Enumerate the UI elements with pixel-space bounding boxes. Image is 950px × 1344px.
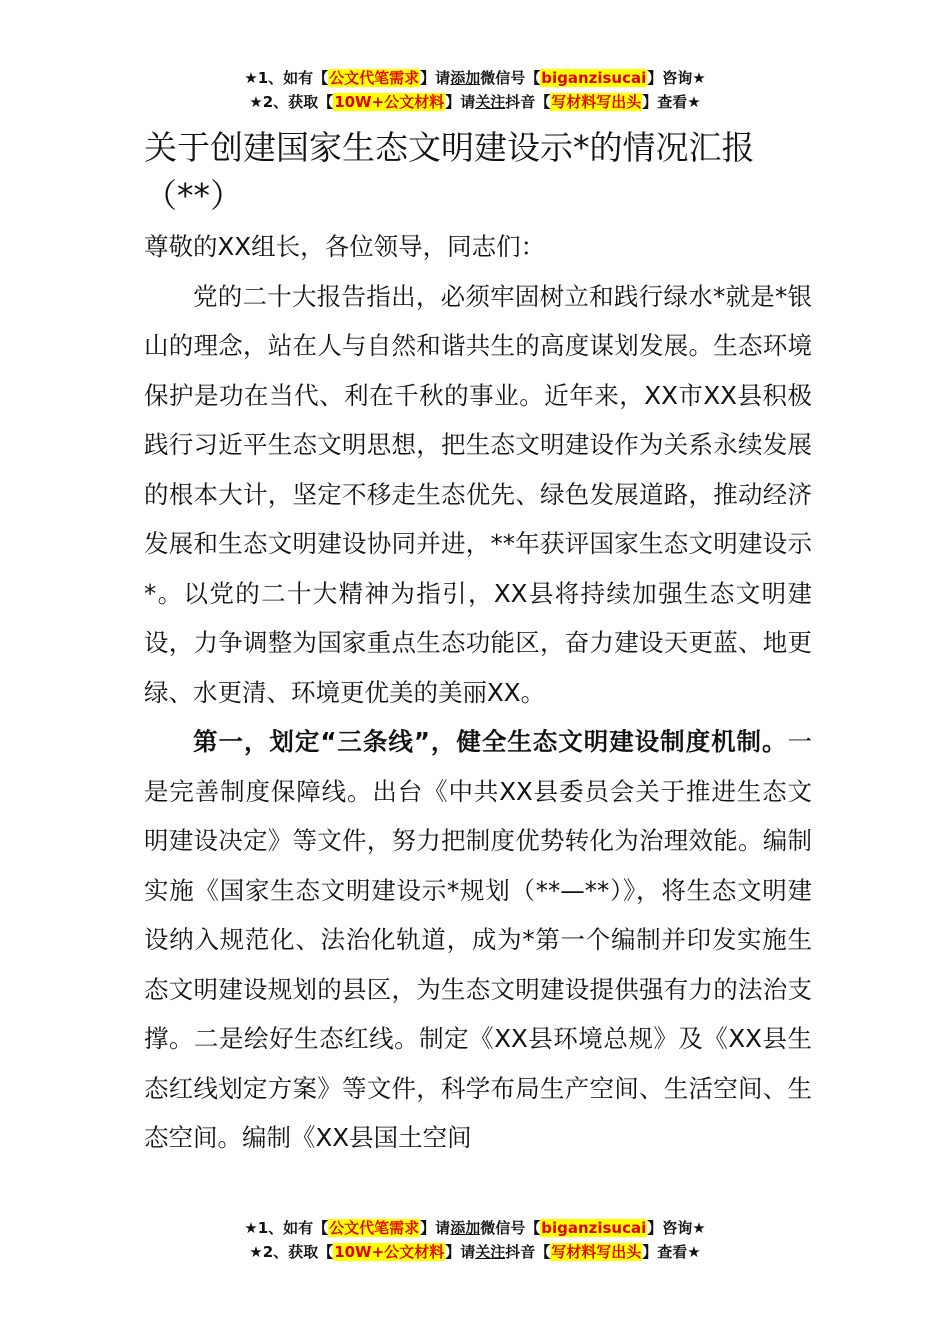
promo-line-1: ★1、如有【公文代笔需求】请添加微信号【biganzisucai】咨询★ bbox=[244, 69, 706, 87]
section-1-body: 一是完善制度保障线。出台《中共XX县委员会关于推进生态文明建设决定》等文件，努力把制度优势转化为治理效能。编制实施《国家生态文明建设示*规划（**—**）》，将生态文明建设纳入规范化、法治化轨道，成为*第一个编制并印发实施生态文明建设规划的县区，为生态文明建设提供强有力的法治支撑。二是绘好生态红线。制定《XX县环境总规》及《XX县生态红线划定方案》等文件，科学布局生产空间、生活空间、生态空间。编制《XX县国土空间 bbox=[144, 727, 812, 1152]
promo-line-2: ★2、获取【10W+公文材料】请关注抖音【写材料写出头】查看★ bbox=[249, 1243, 701, 1261]
promo-highlight-douyin-account: 写材料写出头 bbox=[551, 1243, 642, 1261]
promo-highlight-writing-service: 公文代笔需求 bbox=[329, 69, 420, 87]
promo-highlight-materials: 10W+公文材料 bbox=[334, 93, 445, 111]
header-promo-banner bbox=[0, 66, 950, 114]
section-1 bbox=[144, 717, 812, 1163]
promo-highlight-materials: 10W+公文材料 bbox=[334, 1243, 445, 1261]
promo-highlight-wechat-id: biganzisucai bbox=[541, 1219, 647, 1237]
promo-line-1: ★1、如有【公文代笔需求】请添加微信号【biganzisucai】咨询★ bbox=[244, 1219, 706, 1237]
promo-line-2: ★2、获取【10W+公文材料】请关注抖音【写材料写出头】查看★ bbox=[249, 93, 701, 111]
salutation: 尊敬的XX组长，各位领导，同志们： bbox=[144, 232, 546, 261]
footer-promo-banner bbox=[0, 1216, 950, 1264]
document-title: 关于创建国家生态文明建设示*的情况汇报（**） bbox=[144, 128, 755, 215]
section-1-heading: 第一，划定“三条线”，健全生态文明建设制度机制。 bbox=[193, 727, 788, 756]
promo-highlight-writing-service: 公文代笔需求 bbox=[329, 1219, 420, 1237]
paragraph-intro: 党的二十大报告指出，必须牢固树立和践行绿水*就是*银山的理念，站在人与自然和谐共生的高度谋划发展。生态环境保护是功在当代、利在千秋的事业。近年来，XX市XX县积极践行习近平生态文明思想，把生态文明建设作为关系永续发展的根本大计，坚定不移走生态优先、绿色发展道路，推动经济发展和生态文明建设协同并进，**年获评国家生态文明建设示*。以党的二十大精神为指引，XX县将持续加强生态文明建设，力争调整为国家重点生态功能区，奋力建设天更蓝、地更绿、水更清、环境更优美的美丽XX。 bbox=[144, 281, 812, 707]
promo-highlight-wechat-id: biganzisucai bbox=[541, 69, 647, 87]
document-body bbox=[144, 222, 812, 1163]
promo-highlight-douyin-account: 写材料写出头 bbox=[551, 93, 642, 111]
